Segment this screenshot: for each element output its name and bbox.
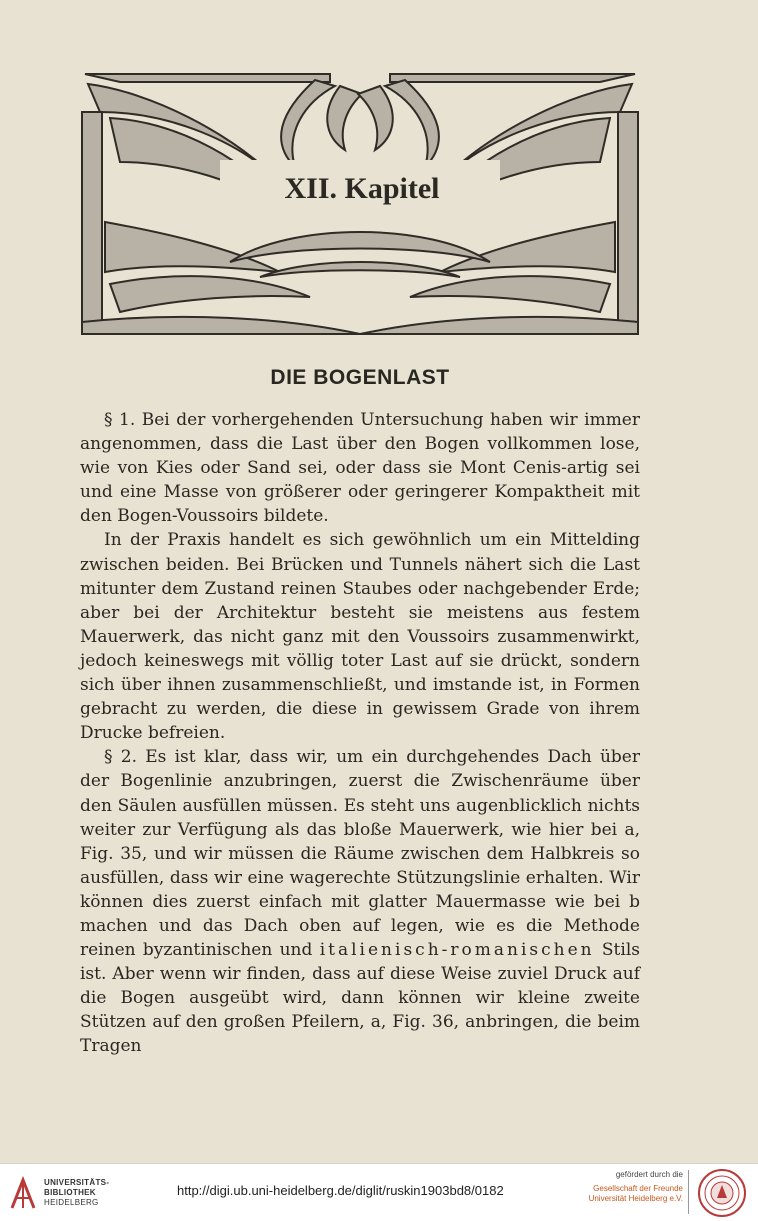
spaced-emphasis: italienisch-romanischen (319, 940, 595, 961)
library-name-line: HEIDELBERG (44, 1198, 99, 1207)
library-logo-icon[interactable] (8, 1176, 38, 1210)
sponsor-name-line: Gesellschaft der Freunde (593, 1184, 683, 1193)
sponsor-label: gefördert durch die (615, 1170, 683, 1179)
sponsor-credit[interactable] (565, 1170, 683, 1204)
paragraph-text: § 2. Es ist klar, dass wir, um ein durchgehendes Dach über der Bogenlinie anzubringen, zuerst die Zwischenräume über den Säulen ausfüllen müssen. Es steht uns augenblicklich nichts weiter zur Verfügung als das bloße Mauerwerk, wie hier bei a, Fig. 35, und wir müssen die Räume zwischen dem Halbkreis so ausfüllen, dass wir eine wagerechte Stützungslinie erhalten. Wir können dies zuerst einfach mit glatter Mauermasse wie bei b machen und das Dach oben auf legen, wie es die Methode reinen byzantinischen und (80, 747, 640, 961)
library-name[interactable] (44, 1178, 109, 1208)
university-seal-icon[interactable] (697, 1168, 747, 1218)
paragraph-text: Stils ist. Aber wenn wir finden, dass auf diese Weise zuviel Druck auf die Bogen ausgeübt wird, dann können wir kleine zweite Stützen auf den großen Pfeilern, a, Fig. 36, anbringen, die beim Tragen (80, 940, 640, 1057)
chapter-title: XII. Kapitel (284, 172, 440, 205)
paragraph (80, 745, 640, 1058)
body-text (80, 408, 640, 1059)
paragraph: § 1. Bei der vorhergehenden Untersuchung haben wir immer angenommen, dass die Last über den Bogen vollkommen lose, wie von Kies oder Sand sei, oder dass sie Mont Cenis-artig sei und eine Masse von größerer oder geringerer Kompaktheit mit den Bogen-Voussoirs bildete. (80, 410, 640, 527)
library-name-line: BIBLIOTHEK (44, 1188, 96, 1197)
sponsor-name-line: Universität Heidelberg e.V. (588, 1194, 683, 1203)
divider (688, 1170, 689, 1214)
permalink-url[interactable]: http://digi.ub.uni-heidelberg.de/diglit/ruskin1903bd8/0182 (177, 1183, 504, 1198)
library-name-line: UNIVERSITÄTS- (44, 1178, 110, 1187)
paragraph: In der Praxis handelt es sich gewöhnlich um ein Mittelding zwischen beiden. Bei Brücken und Tunnels nähert sich die Last mitunter dem Zustand reinen Staubes oder nachgebender Erde; aber bei der Architektur besteht sie meistens aus festem Mauerwerk, das nicht ganz mit den Voussoirs zusammenwirkt, jedoch keineswegs mit völlig toter Last auf sie drückt, sondern sich über ihnen zusammenschließt, und imstande ist, in Formen gebracht zu werden, die diese in gewissem Grade von ihrem Drucke befreien. (80, 530, 640, 744)
viewer-footer (0, 1163, 758, 1221)
section-heading: DIE BOGENLAST (270, 366, 450, 389)
